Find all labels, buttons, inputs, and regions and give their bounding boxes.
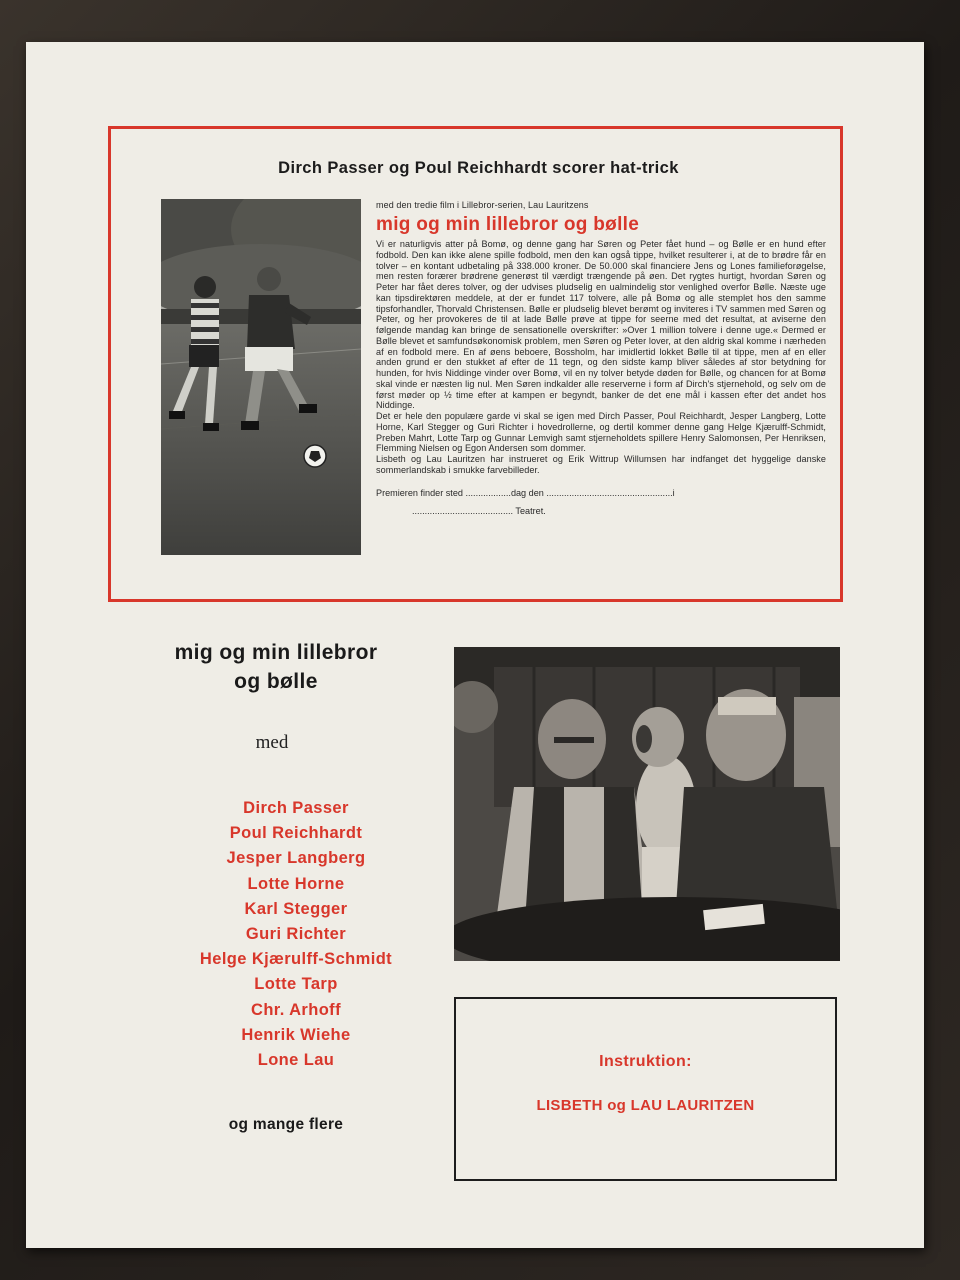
poster-title bbox=[106, 638, 446, 696]
cast-member: Helge Kjærulff-Schmidt bbox=[199, 950, 393, 969]
poster-title-line: og bølle bbox=[234, 670, 318, 693]
cast-member: Jesper Langberg bbox=[226, 849, 366, 868]
direction-box bbox=[454, 997, 837, 1181]
teatret-line: ........................................ Teatret. bbox=[412, 505, 546, 516]
cast-member: Dirch Passer bbox=[243, 799, 349, 817]
article-box bbox=[108, 126, 843, 602]
cast-list bbox=[146, 796, 446, 1073]
cast-member: Lotte Horne bbox=[247, 874, 345, 893]
article-title: mig og min lillebror og bølle bbox=[376, 214, 640, 235]
football-photo bbox=[161, 199, 361, 555]
direction-names: LISBETH og LAU LAURITZEN bbox=[536, 1097, 755, 1114]
article-body bbox=[376, 239, 826, 476]
med-label: med bbox=[255, 732, 289, 753]
article-paragraph: Lisbeth og Lau Lauritzen har instrueret og Erik Wittrup Willumsen har indfanget det hyggelige danske sommerlandskab i smukke farvebilleder. bbox=[376, 454, 826, 475]
cast-member: Chr. Arhoff bbox=[251, 1000, 341, 1019]
cast-member: Guri Richter bbox=[245, 924, 347, 943]
dog-scene-photo bbox=[454, 647, 840, 961]
cast-member: Lone Lau bbox=[257, 1050, 335, 1069]
article-headline: Dirch Passer og Poul Reichhardt scorer hat-trick bbox=[278, 159, 679, 177]
cast-member: Karl Stegger bbox=[244, 899, 348, 918]
article-intro: med den tredie film i Lillebror-serien, Lau Lauritzens bbox=[376, 200, 589, 210]
article-paragraph: Vi er naturligvis atter på Bomø, og denne gang har Søren og Peter fået hund – og Bølle er en hund efter fodbold. Den kan ikke alene spille fodbold, men den kan også tippe, hvilket resulterer i, at de to brødre får en tolver – en kontant udbetaling på 338.000 kroner. De 50.000 skal financiere Jens og Lones familieforøgelse, men resten forærer brødrene generøst til værdigt trængende på øen. Det rygtes hurtigt, hvordan Søren og Peter har fået deres tolver, og der udvises pludselig en ualmindelig stor venlighed overfor Bølle. Næste uge kan tipsdirektøren meddele, at der er fundet 117 tolvere, alle på Bomø og alle stemplet hos den samme tipsforhandler, Thorvald Christensen. Bølle er pludselig blevet berømt og inviteres i TV sammen med Søren og Peter, og her provokeres de til at lade Bølle prøve at tippe for seerne med det resultat, at aviserne den følgende mandag kan bringe de sensationelle overskrifter: »Over 1 million tolvere i denne uge.« Dermed er Bølle blevet et samfundsøkonomisk problem, men Søren og Peter lover, at den aldrig skal komme i nærheden af en fodbold mere. En af øens beboere, Bossholm, har imidlertid lokket Bølle til at tippe, men af en eller anden grund er den stukket af efter de 11 tegn, og den sidste kamp bliver således af stor betydning for hunden, for hvis Niddinge vinder over Bomø, vil en ny tolver betyde døden for Bølle, og chancen for at Bomø skal vinde er næsten lig nul. Men Søren indkalder alle reserverne i form af Dirch's stjernehold, og selv om de først møder op ½ time efter at kampen er begyndt, banker de det ene mål i kassen efter det andet hos Niddinge. bbox=[376, 239, 826, 411]
premiere-line: Premieren finder sted ..................dag den ..................................................i bbox=[376, 487, 675, 498]
direction-label: Instruktion: bbox=[599, 1053, 692, 1070]
premiere-info bbox=[376, 484, 826, 520]
poster-title-line: mig og min lillebror bbox=[174, 641, 378, 664]
article-text bbox=[376, 200, 826, 520]
and-many-more: og mange flere bbox=[228, 1116, 344, 1133]
cast-member: Poul Reichhardt bbox=[229, 824, 363, 843]
cast-member: Henrik Wiehe bbox=[241, 1025, 351, 1044]
cast-member: Lotte Tarp bbox=[254, 975, 338, 994]
article-paragraph: Det er hele den populære garde vi skal se igen med Dirch Passer, Poul Reichhardt, Jesper Langberg, Lotte Horne, Karl Stegger og Guri Richter i hovedrollerne, og dertil kommer denne gang Helge Kjærulff-Schmidt, Preben Mahrt, Lotte Tarp og Gunnar Lemvigh samt stjerneholdets spillere Henry Salomonsen, Per Henriksen, Flemming Nielsen og Egon Andersen som dommer. bbox=[376, 411, 826, 454]
program-page bbox=[26, 42, 924, 1248]
